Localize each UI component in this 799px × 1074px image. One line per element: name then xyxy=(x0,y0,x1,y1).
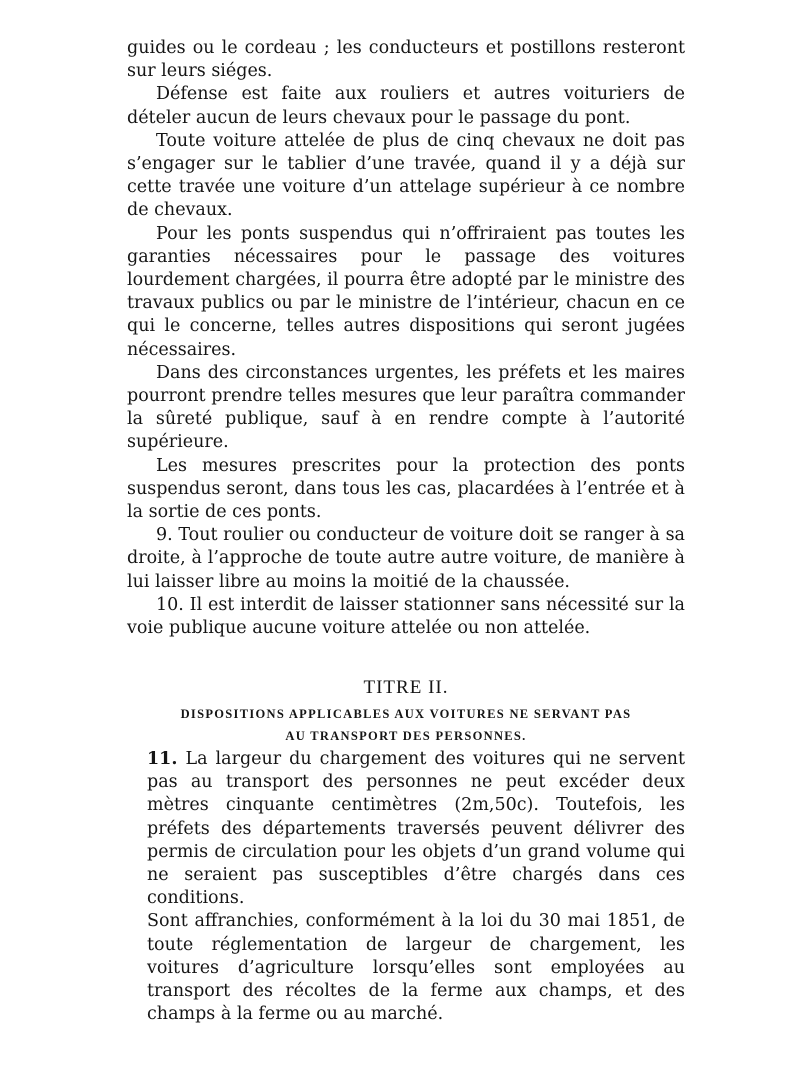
paragraph: Sont affranchies, conformément à la loi du 30 mai 1851, de toute réglementation de largeur de chargement, les voitures d’agriculture lorsqu’elles sont employées au transport des récoltes de la ferme aux champs, et des champs à la ferme ou au marché. xyxy=(147,911,685,1025)
section-subtitle-line-1: DISPOSITIONS APPLICABLES AUX VOITURES NE SERVANT PAS xyxy=(180,707,632,721)
paragraph: Les mesures prescrites pour la protection des ponts suspendus seront, dans tous les cas, placardées à l’entrée et à la sortie de ces ponts. xyxy=(127,455,685,523)
section-subtitle-line-2: AU TRANSPORT DES PERSONNES. xyxy=(285,729,527,743)
paragraph: Toute voiture attelée de plus de cinq chevaux ne doit pas s’engager sur le tablier d’une travée, quand il y a déjà sur cette travée une voiture d’un attelage supérieur à ce nombre de chevaux. xyxy=(127,130,685,221)
article-text: Il est interdit de laisser stationner sans nécessité sur la voie publique aucune voiture attelée ou non attelée. xyxy=(127,594,685,639)
article-10 xyxy=(127,594,685,640)
article-9 xyxy=(127,524,685,594)
paragraph: Dans des circonstances urgentes, les préfets et les maires pourront prendre telles mesures que leur paraîtra commander la sûreté publique, sauf à en rendre compte à l’autorité supérieure. xyxy=(127,362,685,453)
paragraph: Pour les ponts suspendus qui n’offriraient pas toutes les garanties nécessaires pour le passage des voitures lourdement chargées, il pourra être adopté par le ministre des travaux publics ou par le ministre de l’intérieur, chacun en ce qui le concerne, telles autres dispositions qui seront jugées nécessaires. xyxy=(127,223,685,360)
paragraph: guides ou le cordeau ; les conducteurs et postillons resteront sur leurs siéges. xyxy=(127,38,685,82)
article-number: 11. xyxy=(147,749,178,769)
article-text: Tout roulier ou conducteur de voiture doit se ranger à sa droite, à l’approche de toute autre autre voiture, de manière à lui laisser libre au moins la moitié de la chaussée. xyxy=(127,525,685,592)
text-block-top xyxy=(127,37,685,640)
article-11 xyxy=(147,748,685,910)
article-number: 9. xyxy=(156,525,173,546)
text-block-bottom xyxy=(147,748,685,1026)
article-text: La largeur du chargement des voitures qui ne servent pas au transport des personnes ne peut excéder deux mètres cinquante centimètres (2m,50c). Toutefois, les préfets des départements traversés peuvent délivrer des permis de circulation pour les objets d’un grand volume qui ne seraient pas susceptibles d’être chargés dans ces conditions. xyxy=(147,749,685,909)
paragraph: Défense est faite aux rouliers et autres voituriers de dételer aucun de leurs chevaux pour le passage du pont. xyxy=(127,84,685,128)
section-title: TITRE II. xyxy=(363,677,449,698)
article-number: 10. xyxy=(156,594,184,615)
